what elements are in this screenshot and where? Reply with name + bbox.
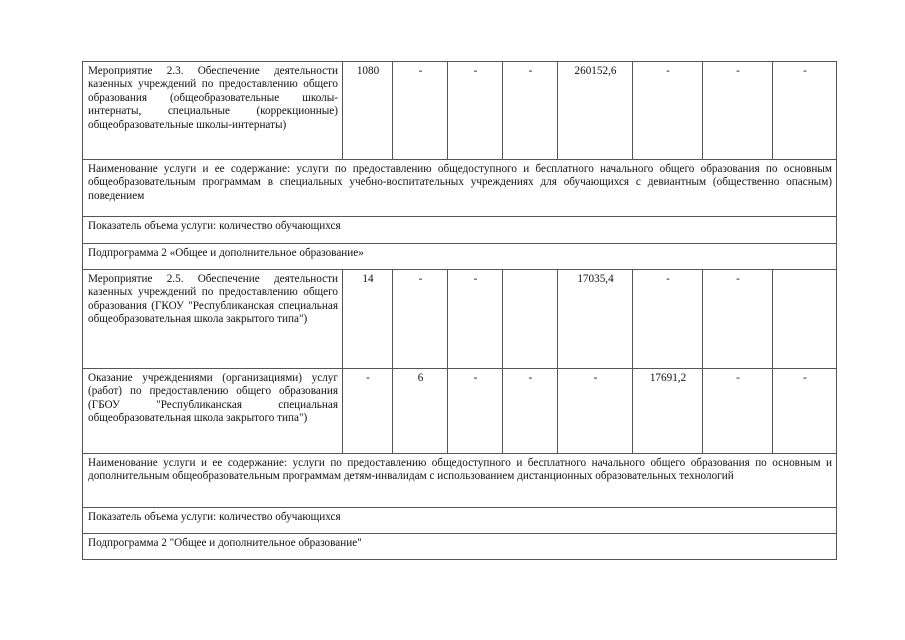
value-cell: - bbox=[448, 270, 503, 369]
subprogram-cell: Подпрограмма 2 «Общее и дополнительное образование» bbox=[83, 244, 837, 270]
table-row bbox=[83, 160, 837, 217]
value-cell: 14 bbox=[343, 270, 393, 369]
table-row bbox=[83, 270, 837, 369]
measure-name-cell: Мероприятие 2.5. Обеспечение деятельности казенных учреждений по предоставлению общего образования (ГКОУ "Республиканская специальная общеобразовательная школа закрытого типа") bbox=[83, 270, 343, 369]
program-measures-table bbox=[82, 61, 837, 560]
value-cell: - bbox=[633, 62, 703, 160]
volume-indicator-cell: Показатель объема услуги: количество обучающихся bbox=[83, 217, 837, 244]
value-cell: 1080 bbox=[343, 62, 393, 160]
value-cell: - bbox=[703, 369, 773, 454]
table-row bbox=[83, 244, 837, 270]
value-cell: - bbox=[393, 62, 448, 160]
value-cell: - bbox=[703, 62, 773, 160]
value-cell: 6 bbox=[393, 369, 448, 454]
value-cell: - bbox=[773, 62, 837, 160]
value-cell: - bbox=[448, 369, 503, 454]
value-cell: 17035,4 bbox=[558, 270, 633, 369]
value-cell: - bbox=[558, 369, 633, 454]
measure-name-cell: Мероприятие 2.3. Обеспечение деятельности казенных учреждений по предоставлению общего образования (общеобразовательные школы-интернаты, специальные (коррекционные) общеобразовательные школы-интернаты) bbox=[83, 62, 343, 160]
value-cell: - bbox=[503, 369, 558, 454]
service-description-cell: Наименование услуги и ее содержание: услуги по предоставлению общедоступного и бесплатного начального общего образования по основным и дополнительным общеобразовательным программам детям-инвалидам с использованием дистанционных образовательных технологий bbox=[83, 454, 837, 508]
volume-indicator-cell: Показатель объема услуги: количество обучающихся bbox=[83, 508, 837, 534]
value-cell: - bbox=[503, 62, 558, 160]
value-cell bbox=[773, 270, 837, 369]
service-description-cell: Наименование услуги и ее содержание: услуги по предоставлению общедоступного и бесплатного начального общего образования по основным общеобразовательным программам в специальных учебно-воспитательных учреждениях для обучающихся с девиантным (общественно опасным) поведением bbox=[83, 160, 837, 217]
table-row bbox=[83, 534, 837, 560]
value-cell: - bbox=[633, 270, 703, 369]
table-row bbox=[83, 508, 837, 534]
value-cell: 17691,2 bbox=[633, 369, 703, 454]
table-row bbox=[83, 62, 837, 160]
value-cell: - bbox=[393, 270, 448, 369]
table-row bbox=[83, 369, 837, 454]
measure-name-cell: Оказание учреждениями (организациями) услуг (работ) по предоставлению общего образования (ГБОУ "Республиканская специальная общеобразовательная школа закрытого типа") bbox=[83, 369, 343, 454]
table-row bbox=[83, 454, 837, 508]
value-cell: 260152,6 bbox=[558, 62, 633, 160]
value-cell: - bbox=[343, 369, 393, 454]
table-row bbox=[83, 217, 837, 244]
value-cell bbox=[503, 270, 558, 369]
value-cell: - bbox=[703, 270, 773, 369]
value-cell: - bbox=[448, 62, 503, 160]
subprogram-cell: Подпрограмма 2 "Общее и дополнительное образование" bbox=[83, 534, 837, 560]
value-cell: - bbox=[773, 369, 837, 454]
